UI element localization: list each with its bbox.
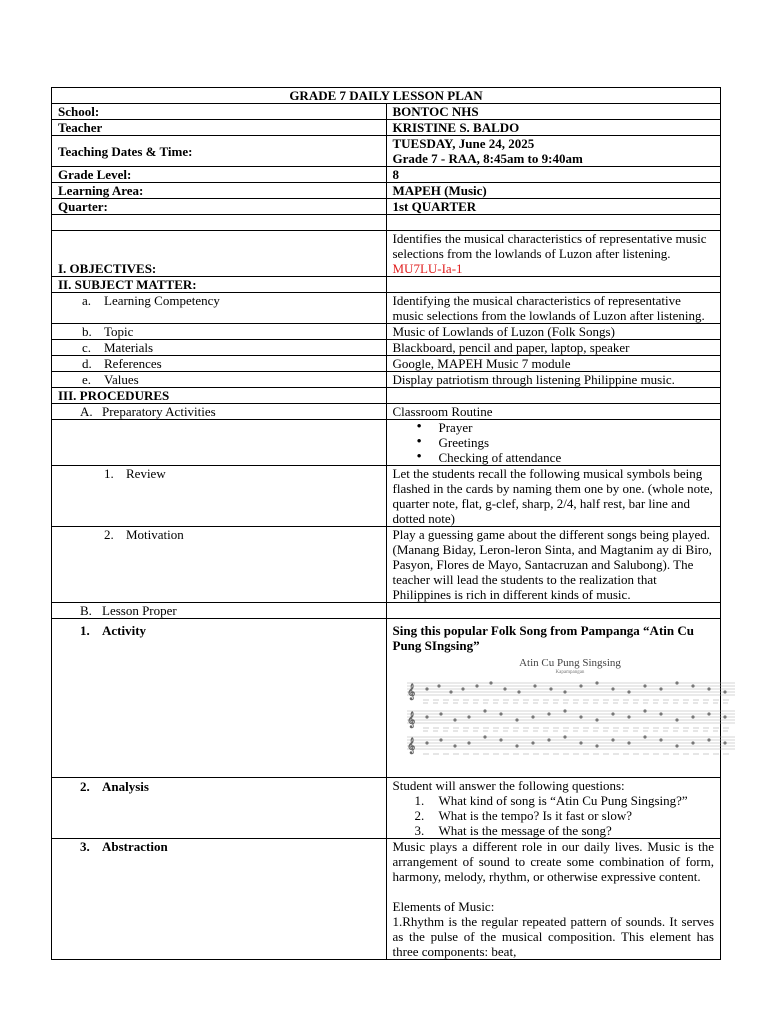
preparatory-label bbox=[52, 404, 387, 420]
clef-icons bbox=[407, 683, 415, 755]
area-label: Learning Area: bbox=[52, 183, 387, 199]
objectives-label: I. OBJECTIVES: bbox=[52, 231, 387, 277]
activity-value bbox=[386, 619, 721, 778]
lesson-proper-empty bbox=[386, 603, 721, 619]
objectives-text: Identifies the musical characteristics of representative music selections from the lowlands of Luzon after listening. bbox=[392, 231, 707, 261]
sm-references-value: Google, MAPEH Music 7 module bbox=[386, 356, 721, 372]
list-label: Activity bbox=[102, 623, 147, 638]
treble-clef-icon: 𝄞 bbox=[406, 684, 415, 700]
teacher-value: KRISTINE S. BALDO bbox=[386, 120, 721, 136]
rhythm-text: 1.Rhythm is the regular repeated pattern of sounds. It serves as the pulse of the musical composition. This element has three components: beat, bbox=[392, 914, 714, 959]
treble-clef-icon: 𝄞 bbox=[406, 712, 415, 728]
list-label: References bbox=[104, 356, 162, 371]
routine-row bbox=[52, 420, 721, 466]
note-heads bbox=[425, 681, 726, 747]
review-label bbox=[52, 466, 387, 527]
abstraction-value bbox=[386, 839, 721, 960]
question-text: What kind of song is “Atin Cu Pung Singsing?” bbox=[438, 793, 688, 808]
question-item bbox=[414, 793, 715, 808]
routine-empty bbox=[52, 420, 387, 466]
sm-topic-label bbox=[52, 324, 387, 340]
sm-competency-label bbox=[52, 293, 387, 324]
grade-value: 8 bbox=[386, 167, 721, 183]
sm-materials-value: Blackboard, pencil and paper, laptop, speaker bbox=[386, 340, 721, 356]
list-label: Lesson Proper bbox=[102, 603, 177, 618]
list-marker: d. bbox=[82, 356, 92, 371]
objectives-row bbox=[52, 231, 721, 277]
objectives-value bbox=[386, 231, 721, 277]
list-label: Analysis bbox=[102, 779, 149, 794]
abstraction-label bbox=[52, 839, 387, 960]
question-item bbox=[414, 808, 715, 823]
list-label: Learning Competency bbox=[104, 293, 220, 308]
subject-matter-empty bbox=[386, 277, 721, 293]
sm-row-references bbox=[52, 356, 721, 372]
routine-list-cell bbox=[386, 420, 721, 466]
spacer-row bbox=[52, 215, 721, 231]
list-marker: 3. bbox=[80, 839, 90, 854]
school-label: School: bbox=[52, 104, 387, 120]
routine-list bbox=[393, 420, 715, 465]
elements-title: Elements of Music: bbox=[392, 899, 495, 914]
procedures-label: III. PROCEDURES bbox=[52, 388, 387, 404]
grade-label: Grade Level: bbox=[52, 167, 387, 183]
dates-time: Grade 7 - RAA, 8:45am to 9:40am bbox=[392, 151, 583, 166]
sm-row-topic bbox=[52, 324, 721, 340]
list-marker: c. bbox=[82, 340, 92, 355]
activity-label bbox=[52, 619, 387, 778]
motivation-value: Play a guessing game about the different songs being played. (Manang Biday, Leron-leron Sinta, and Magtanim ay di Biro, Pasyon, Flores de Mayo, Santacruzan and Salubong). The teacher will lead the students to the realization that Philippines is rich in different kinds of music. bbox=[386, 527, 721, 603]
question-item bbox=[414, 823, 715, 838]
list-label: Preparatory Activities bbox=[102, 404, 216, 419]
lesson-proper-label bbox=[52, 603, 387, 619]
review-value: Let the students recall the following musical symbols being flashed in the cards by naming them one by one. (whole note, quarter note, flat, g-clef, sharp, 2/4, half rest, bar line and dotted note) bbox=[386, 466, 721, 527]
list-marker: 2. bbox=[80, 779, 90, 794]
list-label: Motivation bbox=[126, 527, 184, 542]
list-marker: 2. bbox=[104, 527, 114, 542]
list-marker: 1. bbox=[80, 623, 90, 638]
spacer-cell bbox=[52, 215, 387, 231]
info-row-teacher bbox=[52, 120, 721, 136]
question-number: 3. bbox=[414, 823, 425, 838]
lesson-plan-table bbox=[51, 87, 721, 960]
info-row-area bbox=[52, 183, 721, 199]
list-label: Materials bbox=[104, 340, 154, 355]
routine-item: • Prayer bbox=[439, 420, 715, 435]
list-marker: e. bbox=[82, 372, 92, 387]
sm-values-value: Display patriotism through listening Philippine music. bbox=[386, 372, 721, 388]
motivation-label bbox=[52, 527, 387, 603]
review-row bbox=[52, 466, 721, 527]
list-label: Topic bbox=[104, 324, 134, 339]
quarter-value: 1st QUARTER bbox=[386, 199, 721, 215]
sm-competency-value: Identifying the musical characteristics of representative music selections from the lowlands of Luzon after listening. bbox=[386, 293, 721, 324]
list-marker: B. bbox=[80, 603, 92, 618]
motivation-row bbox=[52, 527, 721, 603]
question-text: What is the message of the song? bbox=[438, 823, 612, 838]
activity-row bbox=[52, 619, 721, 778]
analysis-value bbox=[386, 778, 721, 839]
list-marker: b. bbox=[82, 324, 92, 339]
document-title: GRADE 7 DAILY LESSON PLAN bbox=[52, 88, 721, 104]
dates-label: Teaching Dates & Time: bbox=[52, 136, 387, 167]
sm-materials-label bbox=[52, 340, 387, 356]
sheet-music-image bbox=[405, 657, 735, 757]
sm-row-competency bbox=[52, 293, 721, 324]
analysis-intro: Student will answer the following questions: bbox=[392, 778, 625, 793]
area-value: MAPEH (Music) bbox=[386, 183, 721, 199]
list-marker: 1. bbox=[104, 466, 114, 481]
spacer-cell bbox=[386, 215, 721, 231]
sm-values-label bbox=[52, 372, 387, 388]
dates-day: TUESDAY, June 24, 2025 bbox=[392, 136, 535, 151]
list-label: Values bbox=[104, 372, 139, 387]
score-title: Atin Cu Pung Singsing bbox=[518, 657, 621, 669]
abstraction-text: Music plays a different role in our daily lives. Music is the arrangement of sound to create some combination of form, harmony, melody, rhythm, or otherwise expressive content. bbox=[392, 839, 714, 884]
school-value: BONTOC NHS bbox=[386, 104, 721, 120]
lesson-plan-page bbox=[51, 87, 721, 960]
score-subtitle: Kapampangan bbox=[555, 670, 584, 675]
preparatory-row bbox=[52, 404, 721, 420]
sheet-music-svg bbox=[405, 657, 735, 757]
question-number: 1. bbox=[414, 793, 425, 808]
question-text: What is the tempo? Is it fast or slow? bbox=[438, 808, 633, 823]
info-row-quarter bbox=[52, 199, 721, 215]
list-label: Abstraction bbox=[102, 839, 168, 854]
analysis-label bbox=[52, 778, 387, 839]
info-row-grade bbox=[52, 167, 721, 183]
quarter-label: Quarter: bbox=[52, 199, 387, 215]
treble-clef-icon: 𝄞 bbox=[406, 738, 415, 754]
routine-item: • Checking of attendance bbox=[439, 450, 715, 465]
list-marker: A. bbox=[80, 404, 93, 419]
sm-topic-value: Music of Lowlands of Luzon (Folk Songs) bbox=[386, 324, 721, 340]
competency-code: MU7LU-Ia-1 bbox=[392, 261, 463, 276]
teacher-label: Teacher bbox=[52, 120, 387, 136]
sm-row-materials bbox=[52, 340, 721, 356]
paragraph-gap bbox=[393, 884, 715, 899]
list-label: Review bbox=[126, 466, 166, 481]
abstraction-row bbox=[52, 839, 721, 960]
subject-matter-row bbox=[52, 277, 721, 293]
activity-text: Sing this popular Folk Song from Pampanga “Atin Cu Pung SIngsing” bbox=[392, 623, 694, 653]
sm-references-label bbox=[52, 356, 387, 372]
procedures-row bbox=[52, 388, 721, 404]
subject-matter-label: II. SUBJECT MATTER: bbox=[52, 277, 387, 293]
info-row-school bbox=[52, 104, 721, 120]
analysis-row bbox=[52, 778, 721, 839]
preparatory-value: Classroom Routine bbox=[386, 404, 721, 420]
staff-lines bbox=[407, 683, 735, 749]
routine-item: • Greetings bbox=[439, 435, 715, 450]
list-marker: a. bbox=[82, 293, 92, 308]
dates-value bbox=[386, 136, 721, 167]
info-row-dates bbox=[52, 136, 721, 167]
question-number: 2. bbox=[414, 808, 425, 823]
procedures-empty bbox=[386, 388, 721, 404]
analysis-questions bbox=[393, 793, 715, 838]
sm-row-values bbox=[52, 372, 721, 388]
lesson-proper-row bbox=[52, 603, 721, 619]
title-row bbox=[52, 88, 721, 104]
